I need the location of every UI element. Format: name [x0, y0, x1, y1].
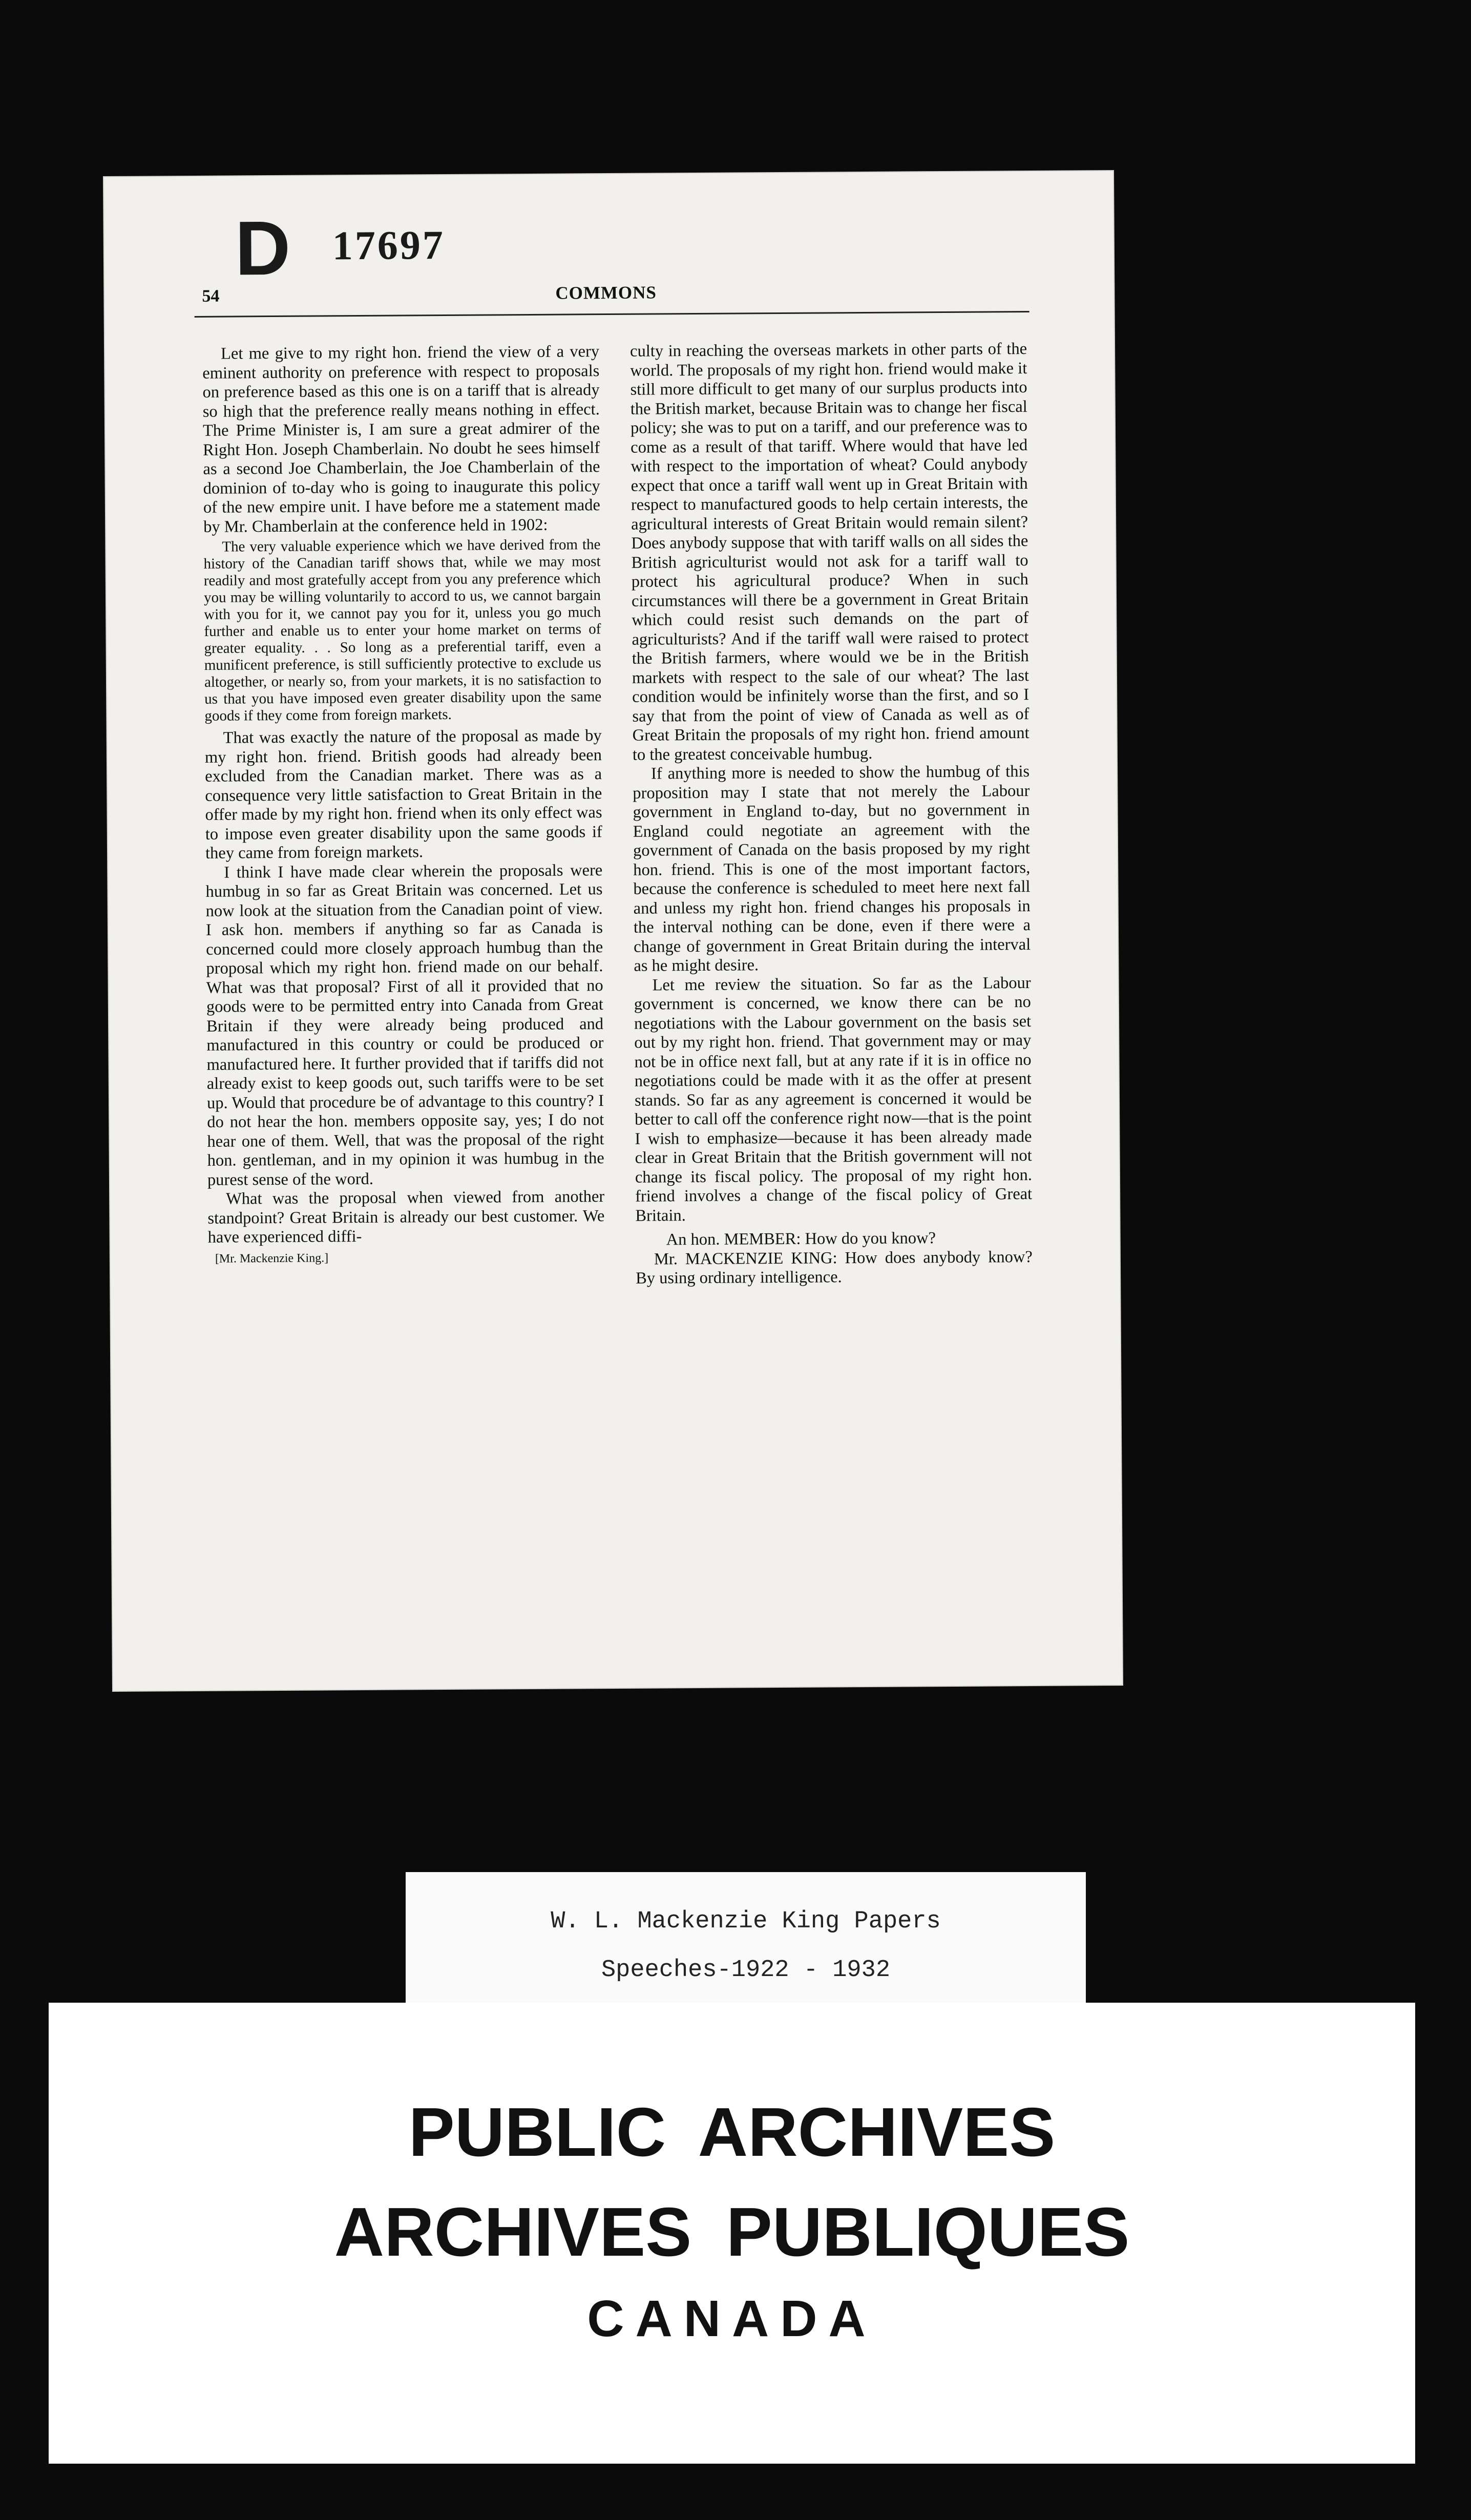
- quotation: The very valuable experience which we have derived from the history of the Canadian tariff shows that, while we may most readily and most gratefully accept from you any preference which you may be willing voluntarily to accord to us, we cannot bargain with you for it, we cannot pay you for it, unless you go much further and enable us to enter your home market on terms of greater equality. . . So long as a preferential tariff, even a munificent preference, is still sufficiently protective to exclude us altogether, or nearly so, from your markets, it is no satisfaction to us that you have imposed even greater disability upon the same goods if they come from foreign markets.: [203, 536, 602, 724]
- running-head: COMMONS: [555, 282, 657, 303]
- right-column: [630, 340, 1033, 1288]
- interjection: An hon. MEMBER: How do you know?: [666, 1229, 936, 1249]
- document-number: 17697: [332, 222, 446, 269]
- paragraph: Let me review the situation. So far as the Labour government is concerned, we know there can be no negotiations with the Labour government on the basis set out by my right hon. friend. That government may or may not be in office next fall, but at any rate if it is in office no negotiations could be made with it as the offer at present stands. So far as any agreement is concerned it would be better to call off the conference right now—that is the point I wish to emphasize—because it has been already made clear in Great Britain that the British government will not change its fiscal policy. The proposal of my right hon. friend involves a change of the fiscal policy of Great Britain.: [634, 973, 1033, 1225]
- collection-series: Speeches-1922 - 1932: [601, 1957, 891, 1984]
- collection-label: [406, 1872, 1086, 2008]
- archive-country: CANADA: [587, 2290, 877, 2347]
- page-number: 54: [202, 286, 220, 306]
- paragraph: Mr. MACKENZIE KING: How does anybody know? By using ordinary intelligence.: [636, 1247, 1033, 1288]
- text-columns: [202, 340, 1033, 1291]
- archive-name-french: ARCHIVES PUBLIQUES: [334, 2193, 1130, 2271]
- header-rule: [195, 311, 1029, 318]
- speaker-signature: [Mr. Mackenzie King.]: [215, 1251, 329, 1266]
- paragraph: If anything more is needed to show the humbug of this proposition may I state that not merely the Labour government in England to-day, but no government in England could negotiate an agreement with the government of Canada on the basis proposed by my right hon. friend. This is one of the most important factors, because the conference is scheduled to meet here next fall and unless my right hon. friend changes his proposals in the interval nothing can be done, even if there were a change of government in Great Britain during the interval as he might desire.: [633, 762, 1031, 975]
- archive-name-english: PUBLIC ARCHIVES: [408, 2093, 1056, 2171]
- paragraph: That was exactly the nature of the proposal as made by my right hon. friend. British goods had already been excluded from the Canadian market. There was as a consequence very little satisfaction to Great Britain in the offer made by my right hon. friend when its only effect was to impose even greater disability upon the same goods if they came from foreign markets.: [204, 726, 602, 863]
- paragraph: What was the proposal when viewed from another standpoint? Great Britain is already our best customer. We have experienced diffi-: [207, 1187, 605, 1247]
- paragraph: Let me give to my right hon. friend the view of a very eminent authority on preference with respect to proposals on preference based as this one is on a tariff that is already so high that the preference really means nothing in effect. The Prime Minister is, I am sure a great admirer of the Right Hon. Joseph Chamberlain. No doubt he sees himself as a second Joe Chamberlain, the Joe Chamberlain of the dominion of to-day who is going to inaugurate this policy of the new empire unit. I have before me a statement made by Mr. Chamberlain at the conference held in 1902:: [202, 342, 601, 536]
- archive-label: [49, 2003, 1415, 2464]
- archive-stamp-letter: D: [235, 204, 291, 291]
- hansard-page: [104, 171, 1122, 1691]
- left-column: [202, 342, 605, 1291]
- collection-name: W. L. Mackenzie King Papers: [551, 1908, 941, 1935]
- paragraph: culty in reaching the overseas markets in other parts of the world. The proposals of my right hon. friend would make it still more difficult to get many of our surplus products into the British market, because Britain was to change her fiscal policy; she was to put on a tariff, and our preference was to come as a result of that tariff. Where would that have led with respect to the importation of wheat? Could anybody expect that once a tariff wall went up in Great Britain with respect to manufactured goods to help certain interests, the agricultural interests of Great Britain would remain silent? Does anybody suppose that with tariff walls on all sides the British agriculturist would not ask for a tariff wall to protect his agricultural produce? When in such circumstances will there be a government in Great Britain which could resist such demands on the part of agriculturists? And if the tariff wall were raised to protect the British farmers, where would we be in the British markets with respect to the sale of our wheat? The last condition would be infinitely worse than the first, and so I say that from the point of view of Canada as well as of Great Britain the proposals of my right hon. friend amount to the greatest conceivable humbug.: [629, 340, 1029, 764]
- paragraph: I think I have made clear wherein the proposals were humbug in so far as Great Britain was concerned. Let us now look at the situation from the Canadian point of view. I ask hon. members if anything so far as Canada is concerned could more closely approach humbug than the proposal which my right hon. friend made on our behalf. What was that proposal? First of all it provided that no goods were to be permitted entry into Canada from Great Britain if they were already being produced and manufactured in this country or could be produced or manufactured here. It further provided that if tariffs did not already exist to keep goods out, such tariffs were to be set up. Would that procedure be of advantage to this country? I do not hear the hon. members opposite say, yes; I do not hear one of them. Well, that was the proposal of the right hon. gentleman, and in my opinion it was humbug in the purest sense of the word.: [205, 860, 604, 1189]
